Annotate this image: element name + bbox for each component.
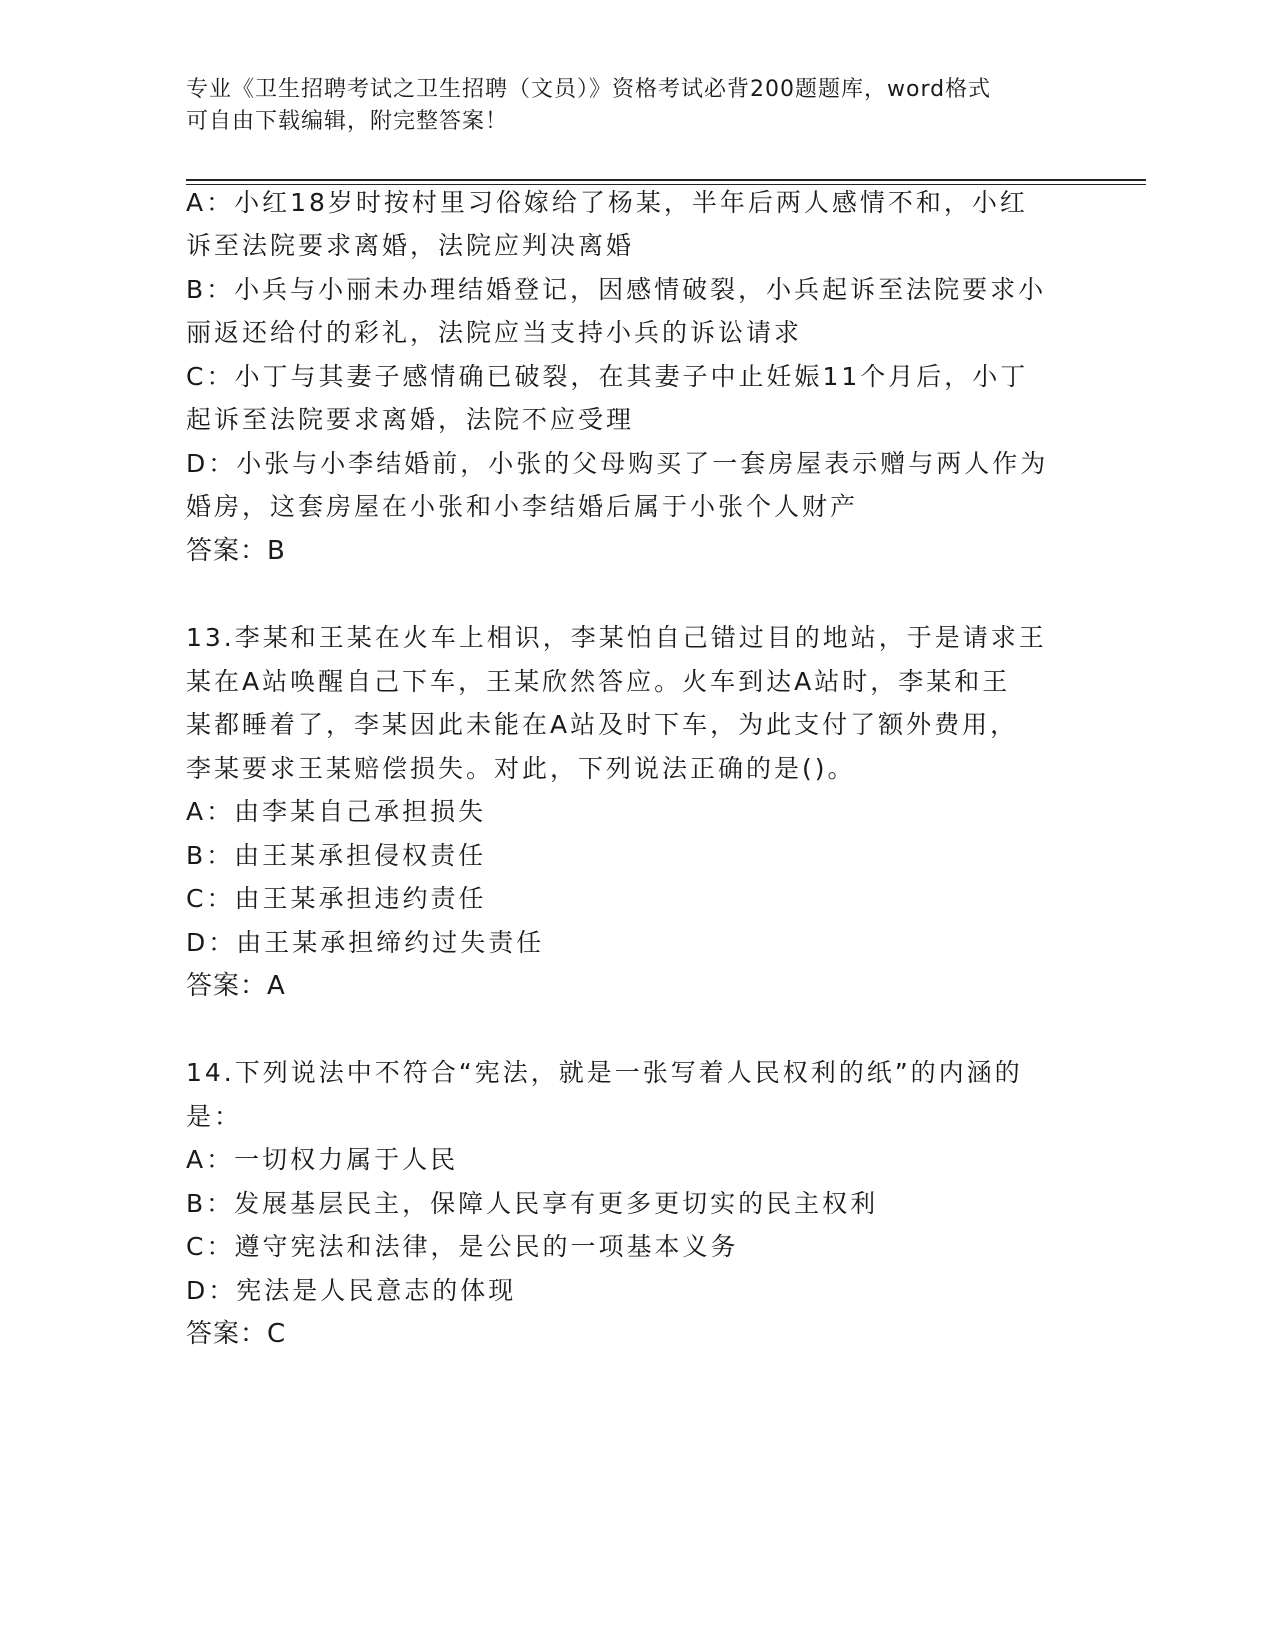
q13-option-d: D：由王某承担缔约过失责任 — [186, 928, 545, 957]
document-header — [186, 74, 1086, 138]
q14-option-d: D：宪法是人民意志的体现 — [186, 1276, 517, 1305]
q14-option-a: A：一切权力属于人民 — [186, 1145, 459, 1174]
header-line-1: 专业《卫生招聘考试之卫生招聘（文员）》资格考试必背200题题库，word格式 — [186, 77, 992, 102]
header-divider-thick — [186, 179, 1146, 181]
q12-option-d-line-1: D：小张与小李结婚前，小张的父母购买了一套房屋表示赠与两人作为 — [186, 449, 1049, 478]
q12-answer: 答案：B — [186, 536, 286, 566]
q14-option-b: B：发展基层民主，保障人民享有更多更切实的民主权利 — [186, 1189, 879, 1218]
q13-option-b: B：由王某承担侵权责任 — [186, 841, 487, 870]
q12-option-c-line-1: C：小丁与其妻子感情确已破裂，在其妻子中止妊娠11个月后，小丁 — [186, 362, 1029, 391]
q13-stem-line-3: 某都睡着了，李某因此未能在A站及时下车，为此支付了额外费用， — [186, 710, 1019, 739]
q14-answer: 答案：C — [186, 1319, 287, 1349]
q14-stem-line-1: 14.下列说法中不符合“宪法，就是一张写着人民权利的纸”的内涵的 — [186, 1058, 1023, 1087]
q12-option-b-line-1: B：小兵与小丽未办理结婚登记，因感情破裂，小兵起诉至法院要求小 — [186, 275, 1047, 304]
q13-stem-line-4: 李某要求王某赔偿损失。对此，下列说法正确的是()。 — [186, 754, 856, 783]
q13-option-c: C：由王某承担违约责任 — [186, 884, 487, 913]
q12-option-c-line-2: 起诉至法院要求离婚，法院不应受理 — [186, 405, 635, 434]
q13-stem-line-2: 某在A站唤醒自己下车，王某欣然答应。火车到达A站时，李某和王 — [186, 667, 1011, 696]
q14-option-c: C：遵守宪法和法律，是公民的一项基本义务 — [186, 1232, 739, 1261]
q12-option-a-line-2: 诉至法院要求离婚，法院应判决离婚 — [186, 231, 635, 260]
q12-option-d-line-2: 婚房，这套房屋在小张和小李结婚后属于小张个人财产 — [186, 492, 859, 521]
q12-option-b-line-2: 丽返还给付的彩礼，法院应当支持小兵的诉讼请求 — [186, 318, 803, 347]
q13-answer: 答案：A — [186, 971, 286, 1001]
q14-stem-line-2: 是： — [186, 1102, 243, 1131]
header-divider-thin — [186, 184, 1146, 185]
q13-option-a: A：由李某自己承担损失 — [186, 797, 487, 826]
q13-stem-line-1: 13.李某和王某在火车上相识，李某怕自己错过目的地站，于是请求王 — [186, 623, 1047, 652]
q12-option-a-line-1: A：小红18岁时按村里习俗嫁给了杨某，半年后两人感情不和，小红 — [186, 188, 1028, 217]
header-line-2: 可自由下载编辑，附完整答案！ — [186, 109, 509, 134]
